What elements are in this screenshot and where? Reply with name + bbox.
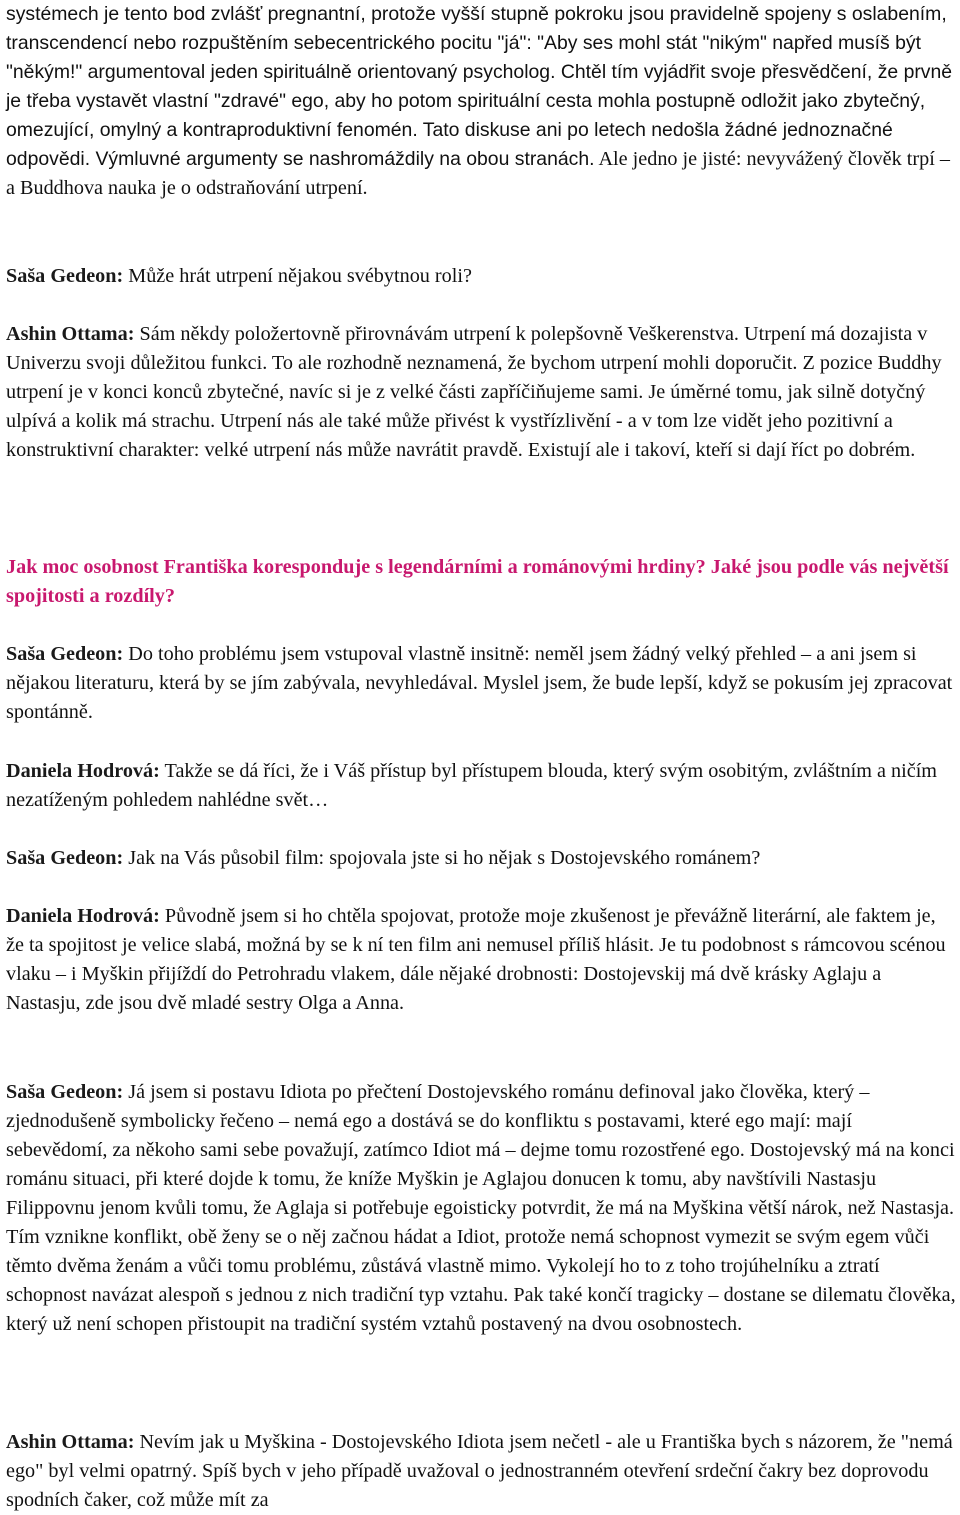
speaker-name: Saša Gedeon: [6,847,124,869]
dialog-text: Původně jsem si ho chtěla spojovat, protože moje zkušenost je převážně literární, ale faktem je, že ta spojitost je velice slabá, možná by se k ní ten film ani nemusel příliš hlásit. Je tu podobnost s rámcovou scénou vlaku – i Myškin přijíždí do Petrohradu vlakem, dále nějaké drobnosti: Dostojevskij má dvě krásky Aglaju a Nastasju, zde jsou dvě mladé sestry Olga a Anna. [6,905,946,1014]
dialog-paragraph-4 [6,757,956,815]
intro-serif-text: Ale jedno je jisté: nevyvážený člověk trpí – a Buddhova nauka je o odstraňování utrpení. [6,148,950,199]
dialog-paragraph-5 [6,844,956,873]
speaker-name: Ashin Ottama: [6,1431,135,1453]
dialog-text: Do toho problému jsem vstupoval vlastně insitně: neměl jsem žádný velký přehled – a ani jsem si nějakou literaturu, která by se jím zabývala, nevyhledával. Myslel jsem, že bude lepší, když se pokusím jej zpracovat spontánně. [6,643,953,723]
speaker-name: Saša Gedeon: [6,643,124,665]
speaker-name: Saša Gedeon: [6,1081,124,1103]
dialog-text: Sám někdy položertovně přirovnávám utrpení k polepšovně Veškerenstva. Utrpení má dozajista v Univerzu svoji důležitou funkci. To ale rozhodně neznamená, že bychom utrpení mohli doporučit. Z pozice Buddhy utrpení je v konci konců zbytečné, navíc si je z velké části zapříčiňujeme sami. Je úměrné tomu, jak silně dotyčný ulpívá a kolik má strachu. Utrpení nás ale také může přivést k vystřízlivění - a v tom lze vidět jeho pozitivní a konstruktivní charakter: velké utrpení nás může navrátit pravdě. Existují ale i takoví, kteří si dají říct po dobrém. [6,323,942,461]
dialog-paragraph-8 [6,1428,956,1515]
dialog-text: Může hrát utrpení nějakou svébytnou roli? [123,265,472,287]
dialog-paragraph-1 [6,262,956,291]
speaker-name: Daniela Hodrová: [6,760,160,782]
dialog-text: Jak na Vás působil film: spojovala jste si ho nějak s Dostojevského románem? [123,847,761,869]
dialog-text: Takže se dá říci, že i Váš přístup byl přístupem blouda, který svým osobitým, zvláštním a ničím nezatíženým pohledem nahlédne svět… [6,760,938,811]
intro-paragraph [6,0,956,203]
dialog-paragraph-2 [6,320,956,465]
dialog-text: Nevím jak u Myškina - Dostojevského Idiota jsem nečetl - ale u Františka bych s názorem, že "nemá ego" byl velmi opatrný. Spíš bych v jeho případě uvažoval o jednostranném otevření srdeční čakry bez doprovodu spodních čaker, což může mít za [6,1431,953,1511]
intro-sans-text: systémech je tento bod zvlášť pregnantní, protože vyšší stupně pokroku jsou pravidelně spojeny s oslabením, transcendencí nebo rozpuštěním sebecentrického pocitu "já": "Aby ses mohl stát "nikým" napřed musíš být "někým!" argumentoval jeden spirituálně orientovaný psycholog. Chtěl tím vyjádřit svoje přesvědčení, že prvně je třeba vystavět vlastní "zdravé" ego, aby ho potom spirituální cesta mohla postupně odložit jako zbytečný, omezující, omylný a kontraproduktivní fenomén. Tato diskuse ani po letech nedošla žádné jednoznačné odpovědi. Výmluvné argumenty se nashromáždily na obou stranách. [6,3,953,170]
speaker-name: Saša Gedeon: [6,265,124,287]
interview-question: Jak moc osobnost Františka koresponduje s legendárními a románovými hrdiny? Jaké jsou podle vás největší spojitosti a rozdíly? [6,556,949,607]
dialog-text: Já jsem si postavu Idiota po přečtení Dostojevského románu definoval jako člověka, který – zjednodušeně symbolicky řečeno – nemá ego a dostává se do konfliktu s postavami, které ego mají: mají sebevědomí, za někoho sami sebe považují, zatímco Idiot má – dejme tomu rozostřené ego. Dostojevský má na konci románu situaci, při které dojde k tomu, že kníže Myškin je Aglajou donucen k tomu, aby navštívili Nastasju Filippovnu jenom kvůli tomu, že Aglaja si potřebuje egoisticky potvrdit, že má na Myškina větší nárok, než Nastasja. Tím vznikne konflikt, obě ženy se o něj začnou hádat a Idiot, protože nemá schopnost vymezit se svým egem vůči těmto dvěma ženám a vůči tomu problému, zůstává vlastně mimo. Vykolejí ho to z toho trojúhelníku a ztratí schopnost navázat alespoň s jednou z nich tradiční typ vztahu. Pak také končí tragicky – dostane se dilematu člověka, který už není schopen přistoupit na tradiční systém vztahů postavený na dvou osobnostech. [6,1081,956,1335]
dialog-paragraph-6 [6,902,956,1018]
speaker-name: Daniela Hodrová: [6,905,160,927]
dialog-paragraph-7 [6,1078,956,1339]
speaker-name: Ashin Ottama: [6,323,135,345]
dialog-paragraph-3 [6,640,956,727]
